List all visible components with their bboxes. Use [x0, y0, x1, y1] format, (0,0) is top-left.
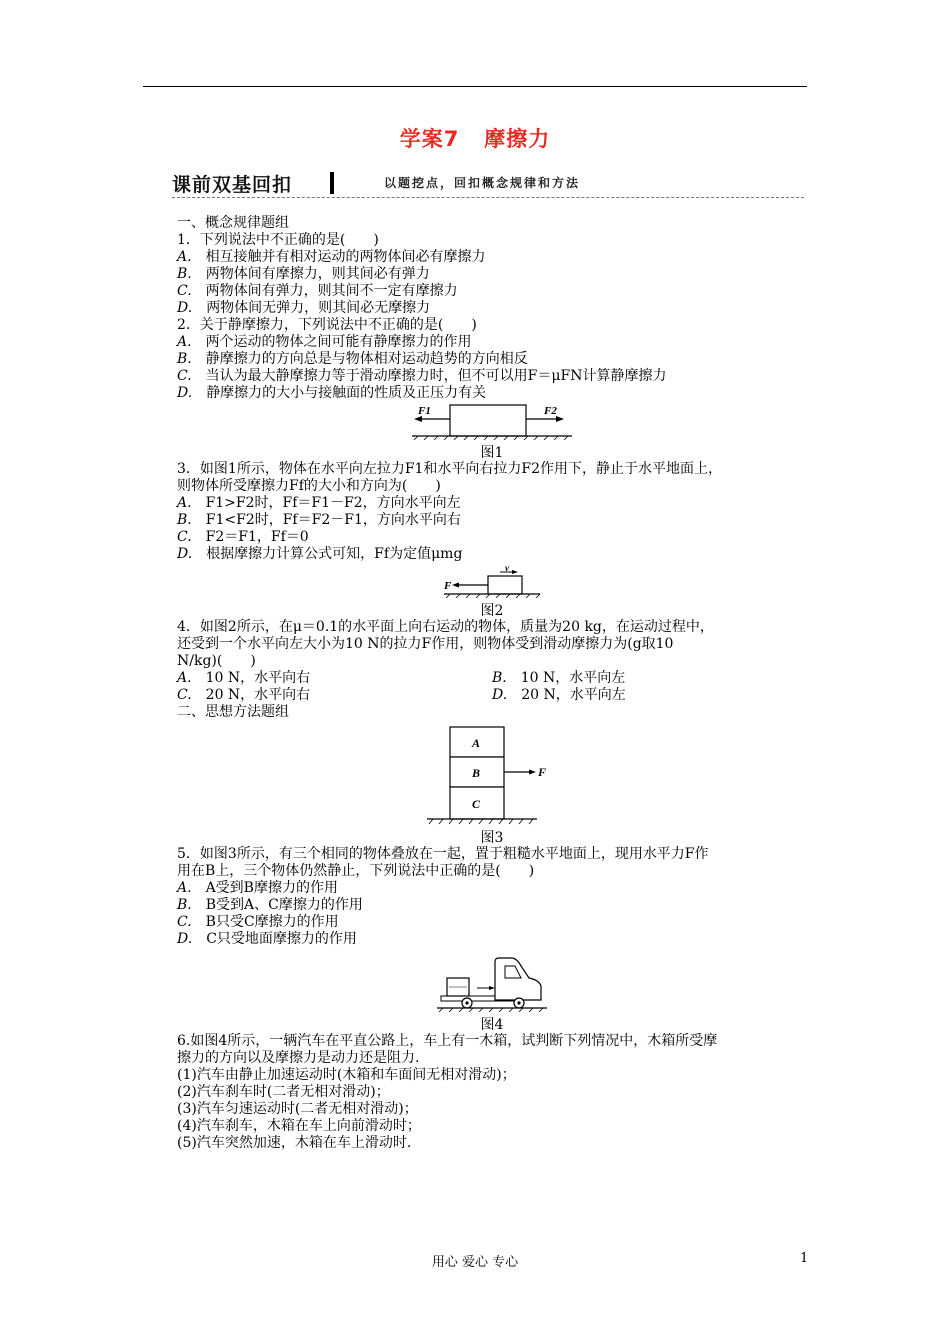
banner-dashed-rule: [172, 197, 804, 198]
q3-option-b: B. F1<F2时，Ff＝F2－F1，方向水平向右: [177, 512, 461, 528]
q6-item-3: (3)汽车匀速运动时(二者无相对滑动)；: [177, 1101, 418, 1117]
q4-options-row-1: [177, 670, 807, 687]
q3-option-c: C. F2＝F1，Ff＝0: [177, 529, 309, 545]
q6-item-5: (5)汽车突然加速，木箱在车上滑动时.: [177, 1135, 412, 1151]
q6-stem-line2: 擦力的方向以及摩擦力是动力还是阻力.: [177, 1050, 420, 1066]
figure-2: [444, 566, 540, 619]
q5-option-b: B. B受到A、C摩擦力的作用: [177, 897, 363, 913]
q5-stem-line1: 5．如图3所示，有三个相同的物体叠放在一起，置于粗糙水平地面上，现用水平力F作: [177, 846, 709, 862]
page-number: 1: [800, 1251, 809, 1266]
q1-option-a: A. 相互接触并有相对运动的两物体间必有摩擦力: [177, 249, 486, 265]
title-name: 摩擦力: [484, 127, 551, 151]
fig3-block-c: C: [472, 797, 481, 811]
figure-1-diagram: [412, 402, 572, 440]
q5-option-d: D. C只受地面摩擦力的作用: [177, 931, 357, 947]
q2-stem: 2．关于静摩擦力，下列说法中不正确的是( ): [177, 317, 477, 333]
q3-option-a: A. F1>F2时，Ff＝F1－F2，方向水平向左: [177, 495, 461, 511]
banner-sub-text: 以题挖点，回扣概念规律和方法: [384, 176, 581, 190]
q2-option-b: B. 静摩擦力的方向总是与物体相对运动趋势的方向相反: [177, 351, 528, 367]
figure-4: [437, 956, 547, 1033]
fig3-f-label: F: [538, 765, 547, 779]
q4-option-c: C. 20 N，水平向右: [177, 687, 311, 703]
q6-item-2: (2)汽车刹车时(二者无相对滑动)；: [177, 1084, 390, 1100]
figure-2-diagram: [444, 566, 540, 598]
q1-stem: 1．下列说法中不正确的是( ): [177, 232, 379, 248]
fig2-v-label: v: [505, 566, 509, 573]
fig1-f2-label: F2: [544, 405, 557, 417]
q4-option-a: A. 10 N，水平向右: [177, 670, 311, 686]
figure-3-diagram: [427, 725, 557, 825]
figure-3-caption: 图3: [480, 830, 504, 846]
q4-stem-line3: N/kg)( ): [177, 653, 256, 669]
q5-stem-line2: 用在B上，三个物体仍然静止，下列说法中正确的是( ): [177, 863, 535, 879]
q4-option-d: D. 20 N，水平向左: [492, 687, 626, 703]
q4-stem-line1: 4．如图2所示，在μ＝0.1的水平面上向右运动的物体，质量为20 kg，在运动过程中，: [177, 619, 714, 635]
q1-option-c: C. 两物体间有弹力，则其间不一定有摩擦力: [177, 283, 458, 299]
page-title: [0, 123, 950, 153]
figure-4-truck-diagram: [437, 956, 547, 1012]
figure-1-caption: 图1: [480, 445, 504, 461]
banner-main-text: 课前双基回扣: [172, 174, 293, 196]
header-rule: [143, 86, 807, 87]
q2-option-c: C. 当认为最大静摩擦力等于滑动摩擦力时，但不可以用F＝μFN计算静摩擦力: [177, 368, 667, 384]
fig3-block-a: A: [472, 736, 481, 750]
fig1-f1-label: F1: [418, 405, 431, 417]
q3-option-d: D. 根据摩擦力计算公式可知，Ff为定值μmg: [177, 546, 463, 562]
q3-stem-line1: 3．如图1所示，物体在水平向左拉力F1和水平向右拉力F2作用下，静止于水平地面上，: [177, 461, 723, 477]
figure-2-caption: 图2: [480, 603, 504, 619]
q4-stem-line2: 还受到一个水平向左大小为10 N的拉力F作用，则物体受到滑动摩擦力为(g取10: [177, 636, 674, 652]
footer-slogan: 用心 爱心 专心: [431, 1255, 519, 1270]
section-heading-2: 二、思想方法题组: [177, 704, 289, 720]
q2-option-d: D. 静摩擦力的大小与接触面的性质及正压力有关: [177, 385, 487, 401]
banner-divider: [330, 172, 334, 194]
q6-stem-line1: 6.如图4所示，一辆汽车在平直公路上，车上有一木箱，试判断下列情况中，木箱所受摩: [177, 1033, 718, 1049]
figure-4-caption: 图4: [480, 1017, 504, 1033]
title-number: 学案7: [399, 127, 460, 151]
section-banner: [172, 168, 612, 196]
fig3-block-b: B: [472, 766, 481, 780]
q2-option-a: A. 两个运动的物体之间可能有静摩擦力的作用: [177, 334, 472, 350]
q5-option-c: C. B只受C摩擦力的作用: [177, 914, 339, 930]
figure-3: [427, 725, 557, 846]
q1-option-b: B. 两物体间有摩擦力，则其间必有弹力: [177, 266, 430, 282]
q6-item-4: (4)汽车刹车，木箱在车上向前滑动时；: [177, 1118, 421, 1134]
worksheet-body: [177, 215, 807, 1152]
q4-option-b: B. 10 N，水平向左: [492, 670, 626, 686]
q3-stem-line2: 则物体所受摩擦力Ff的大小和方向为( ): [177, 478, 441, 494]
q5-option-a: A. A受到B摩擦力的作用: [177, 880, 338, 896]
fig2-f-label: F: [444, 580, 452, 592]
q6-item-1: (1)汽车由静止加速运动时(木箱和车面间无相对滑动)；: [177, 1067, 516, 1083]
q4-options-row-2: [177, 687, 807, 704]
q1-option-d: D. 两物体间无弹力，则其间必无摩擦力: [177, 300, 431, 316]
figure-1: [412, 402, 572, 461]
section-heading-1: 一、概念规律题组: [177, 215, 289, 231]
